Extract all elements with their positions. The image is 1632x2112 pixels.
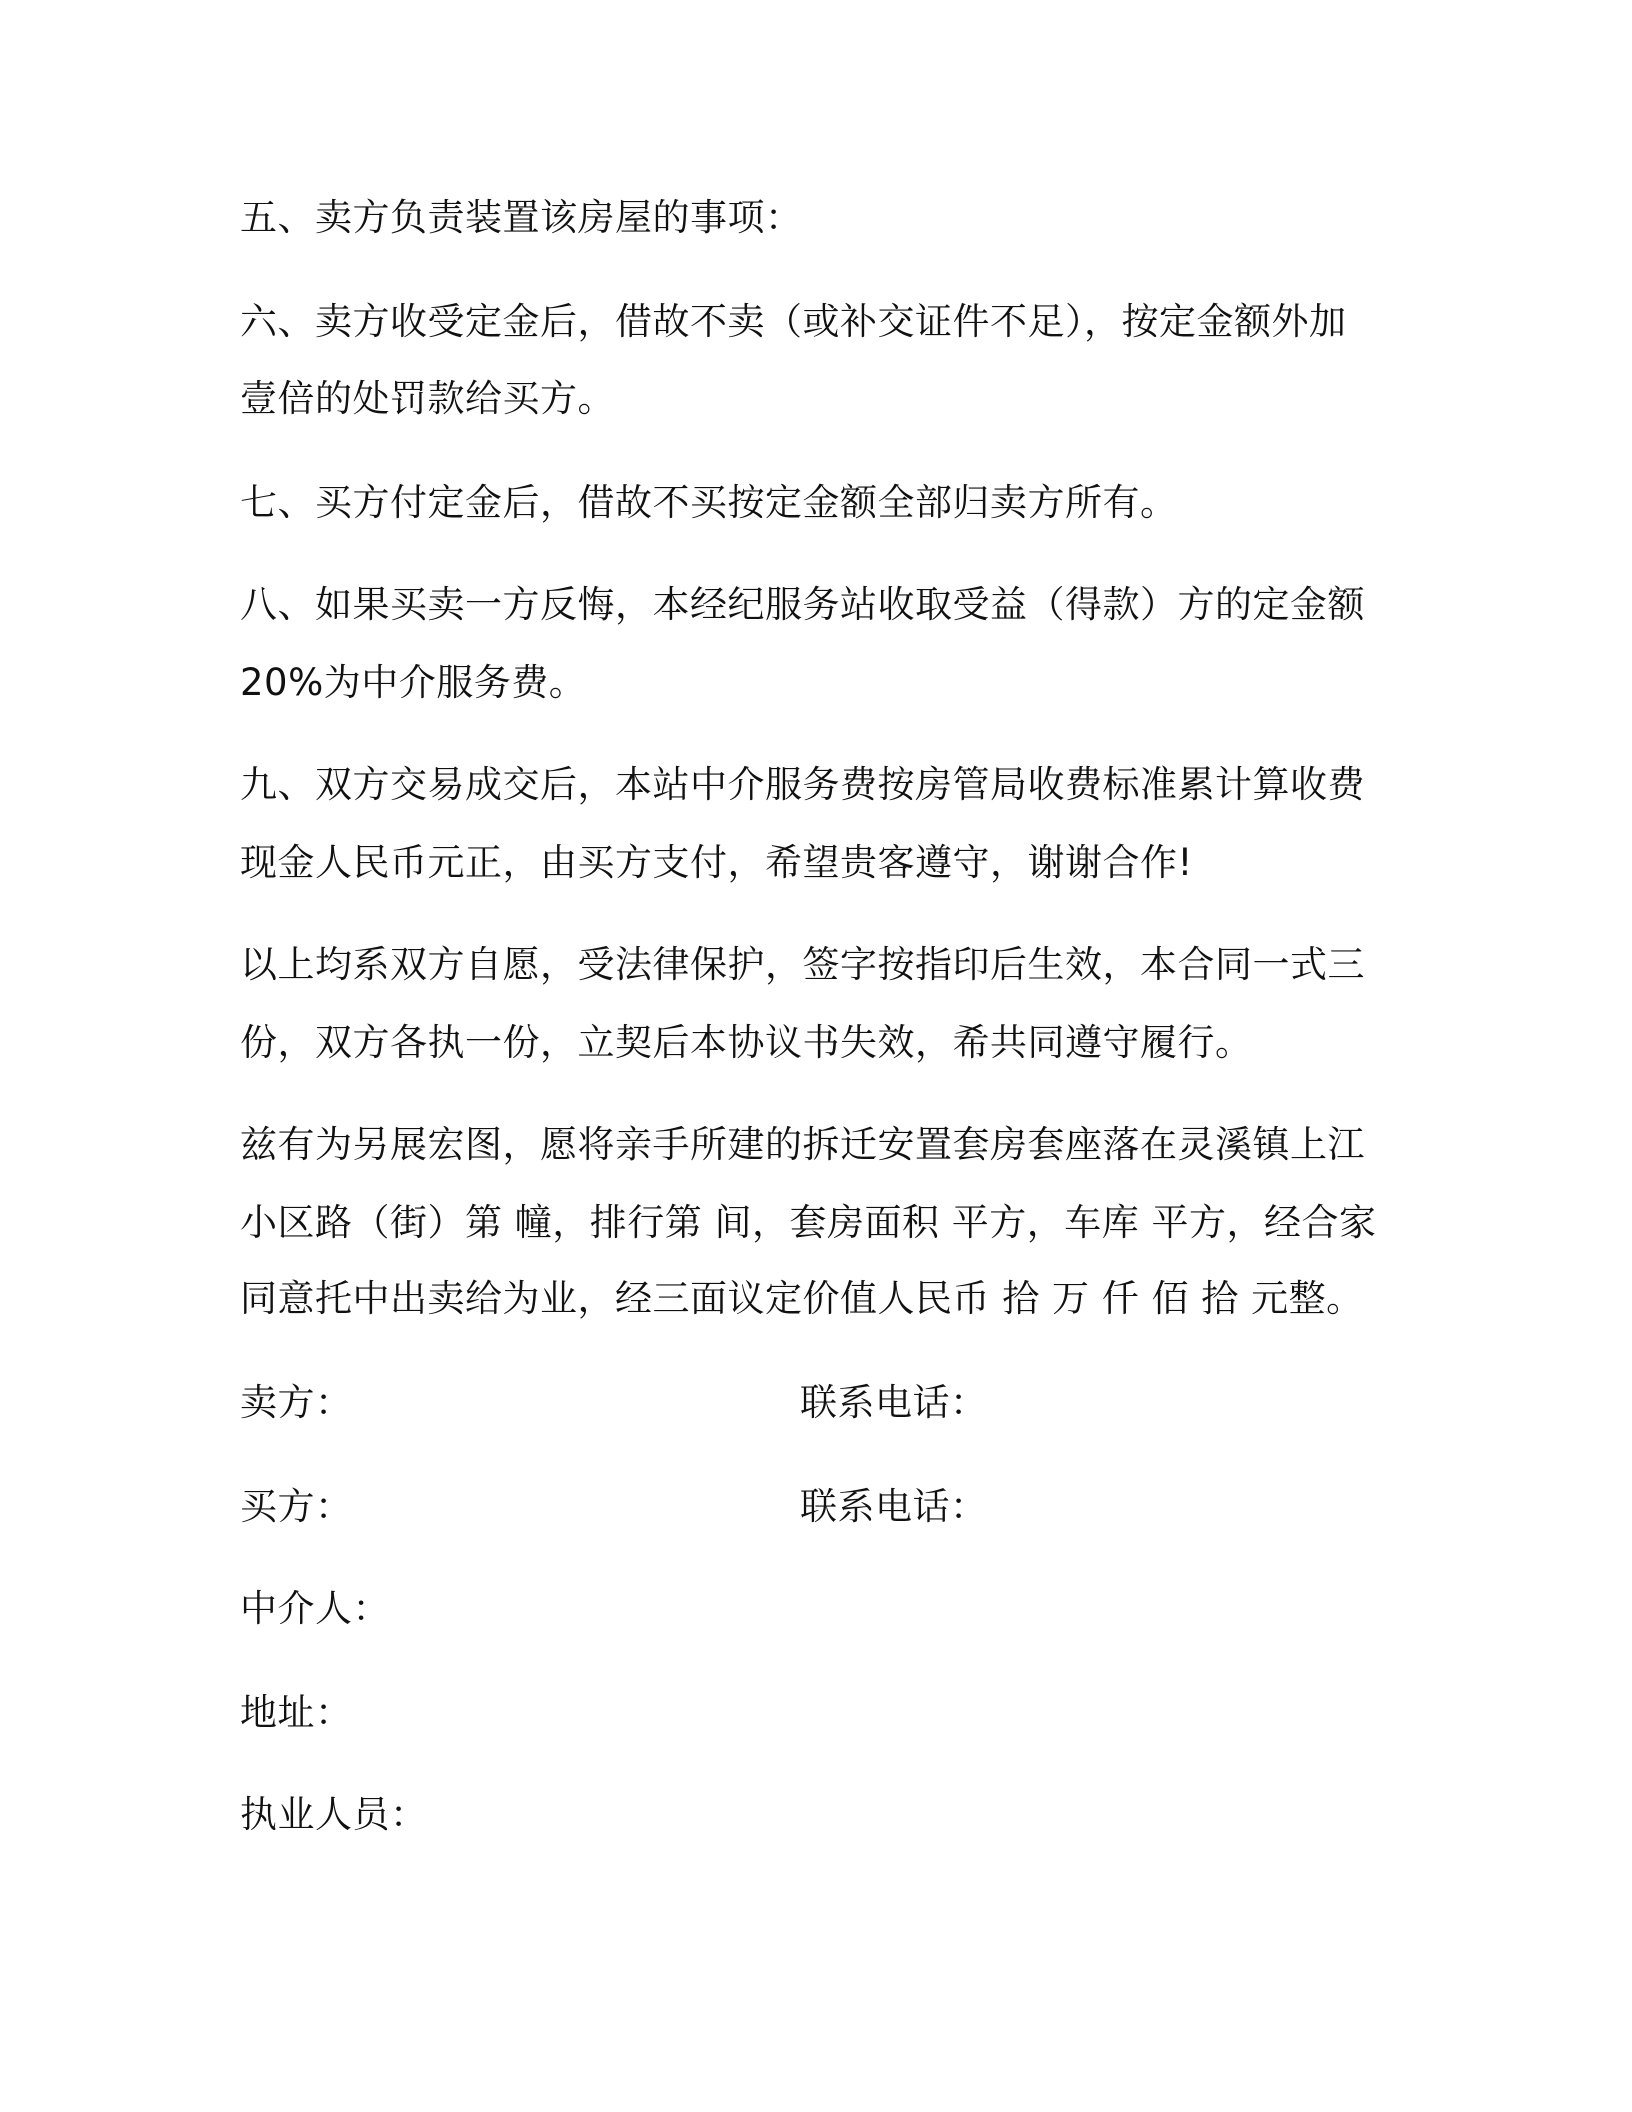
buyer-label: 买方： bbox=[240, 1485, 353, 1528]
clause-9-line-1: 九、双方交易成交后，本站中介服务费按房管局收费标准累计算收费 bbox=[240, 763, 1365, 806]
clause-8-line-2: 20%为中介服务费。 bbox=[240, 661, 587, 704]
summary-line-2: 份，双方各执一份，立契后本协议书失效，希共同遵守履行。 bbox=[240, 1021, 1253, 1064]
clause-6-line-2: 壹倍的处罚款给买方。 bbox=[240, 377, 615, 420]
staff-label: 执业人员： bbox=[240, 1793, 428, 1836]
clause-5: 五、卖方负责装置该房屋的事项： bbox=[240, 196, 803, 239]
buyer-phone-label: 联系电话： bbox=[800, 1485, 988, 1528]
clause-9-line-2: 现金人民币元正，由买方支付，希望贵客遵守，谢谢合作! bbox=[240, 841, 1193, 884]
entrust-line-1: 兹有为另展宏图，愿将亲手所建的拆迁安置套房套座落在灵溪镇上江 bbox=[240, 1123, 1365, 1166]
summary-line-1: 以上均系双方自愿，受法律保护，签字按指印后生效，本合同一式三 bbox=[240, 943, 1365, 986]
seller-phone-label: 联系电话： bbox=[800, 1381, 988, 1424]
agent-label: 中介人： bbox=[240, 1587, 390, 1630]
seller-label: 卖方： bbox=[240, 1381, 353, 1424]
address-label: 地址： bbox=[240, 1691, 353, 1734]
clause-7: 七、买方付定金后，借故不买按定金额全部归卖方所有。 bbox=[240, 481, 1178, 524]
entrust-line-3: 同意托中出卖给为业，经三面议定价值人民币 拾 万 仟 佰 拾 元整。 bbox=[240, 1277, 1364, 1320]
clause-8-line-1: 八、如果买卖一方反悔，本经纪服务站收取受益（得款）方的定金额 bbox=[240, 583, 1365, 626]
clause-6-line-1: 六、卖方收受定金后，借故不卖（或补交证件不足），按定金额外加 bbox=[240, 300, 1347, 343]
entrust-line-2: 小区路（街）第 幢，排行第 间，套房面积 平方，车库 平方，经合家 bbox=[240, 1201, 1377, 1244]
